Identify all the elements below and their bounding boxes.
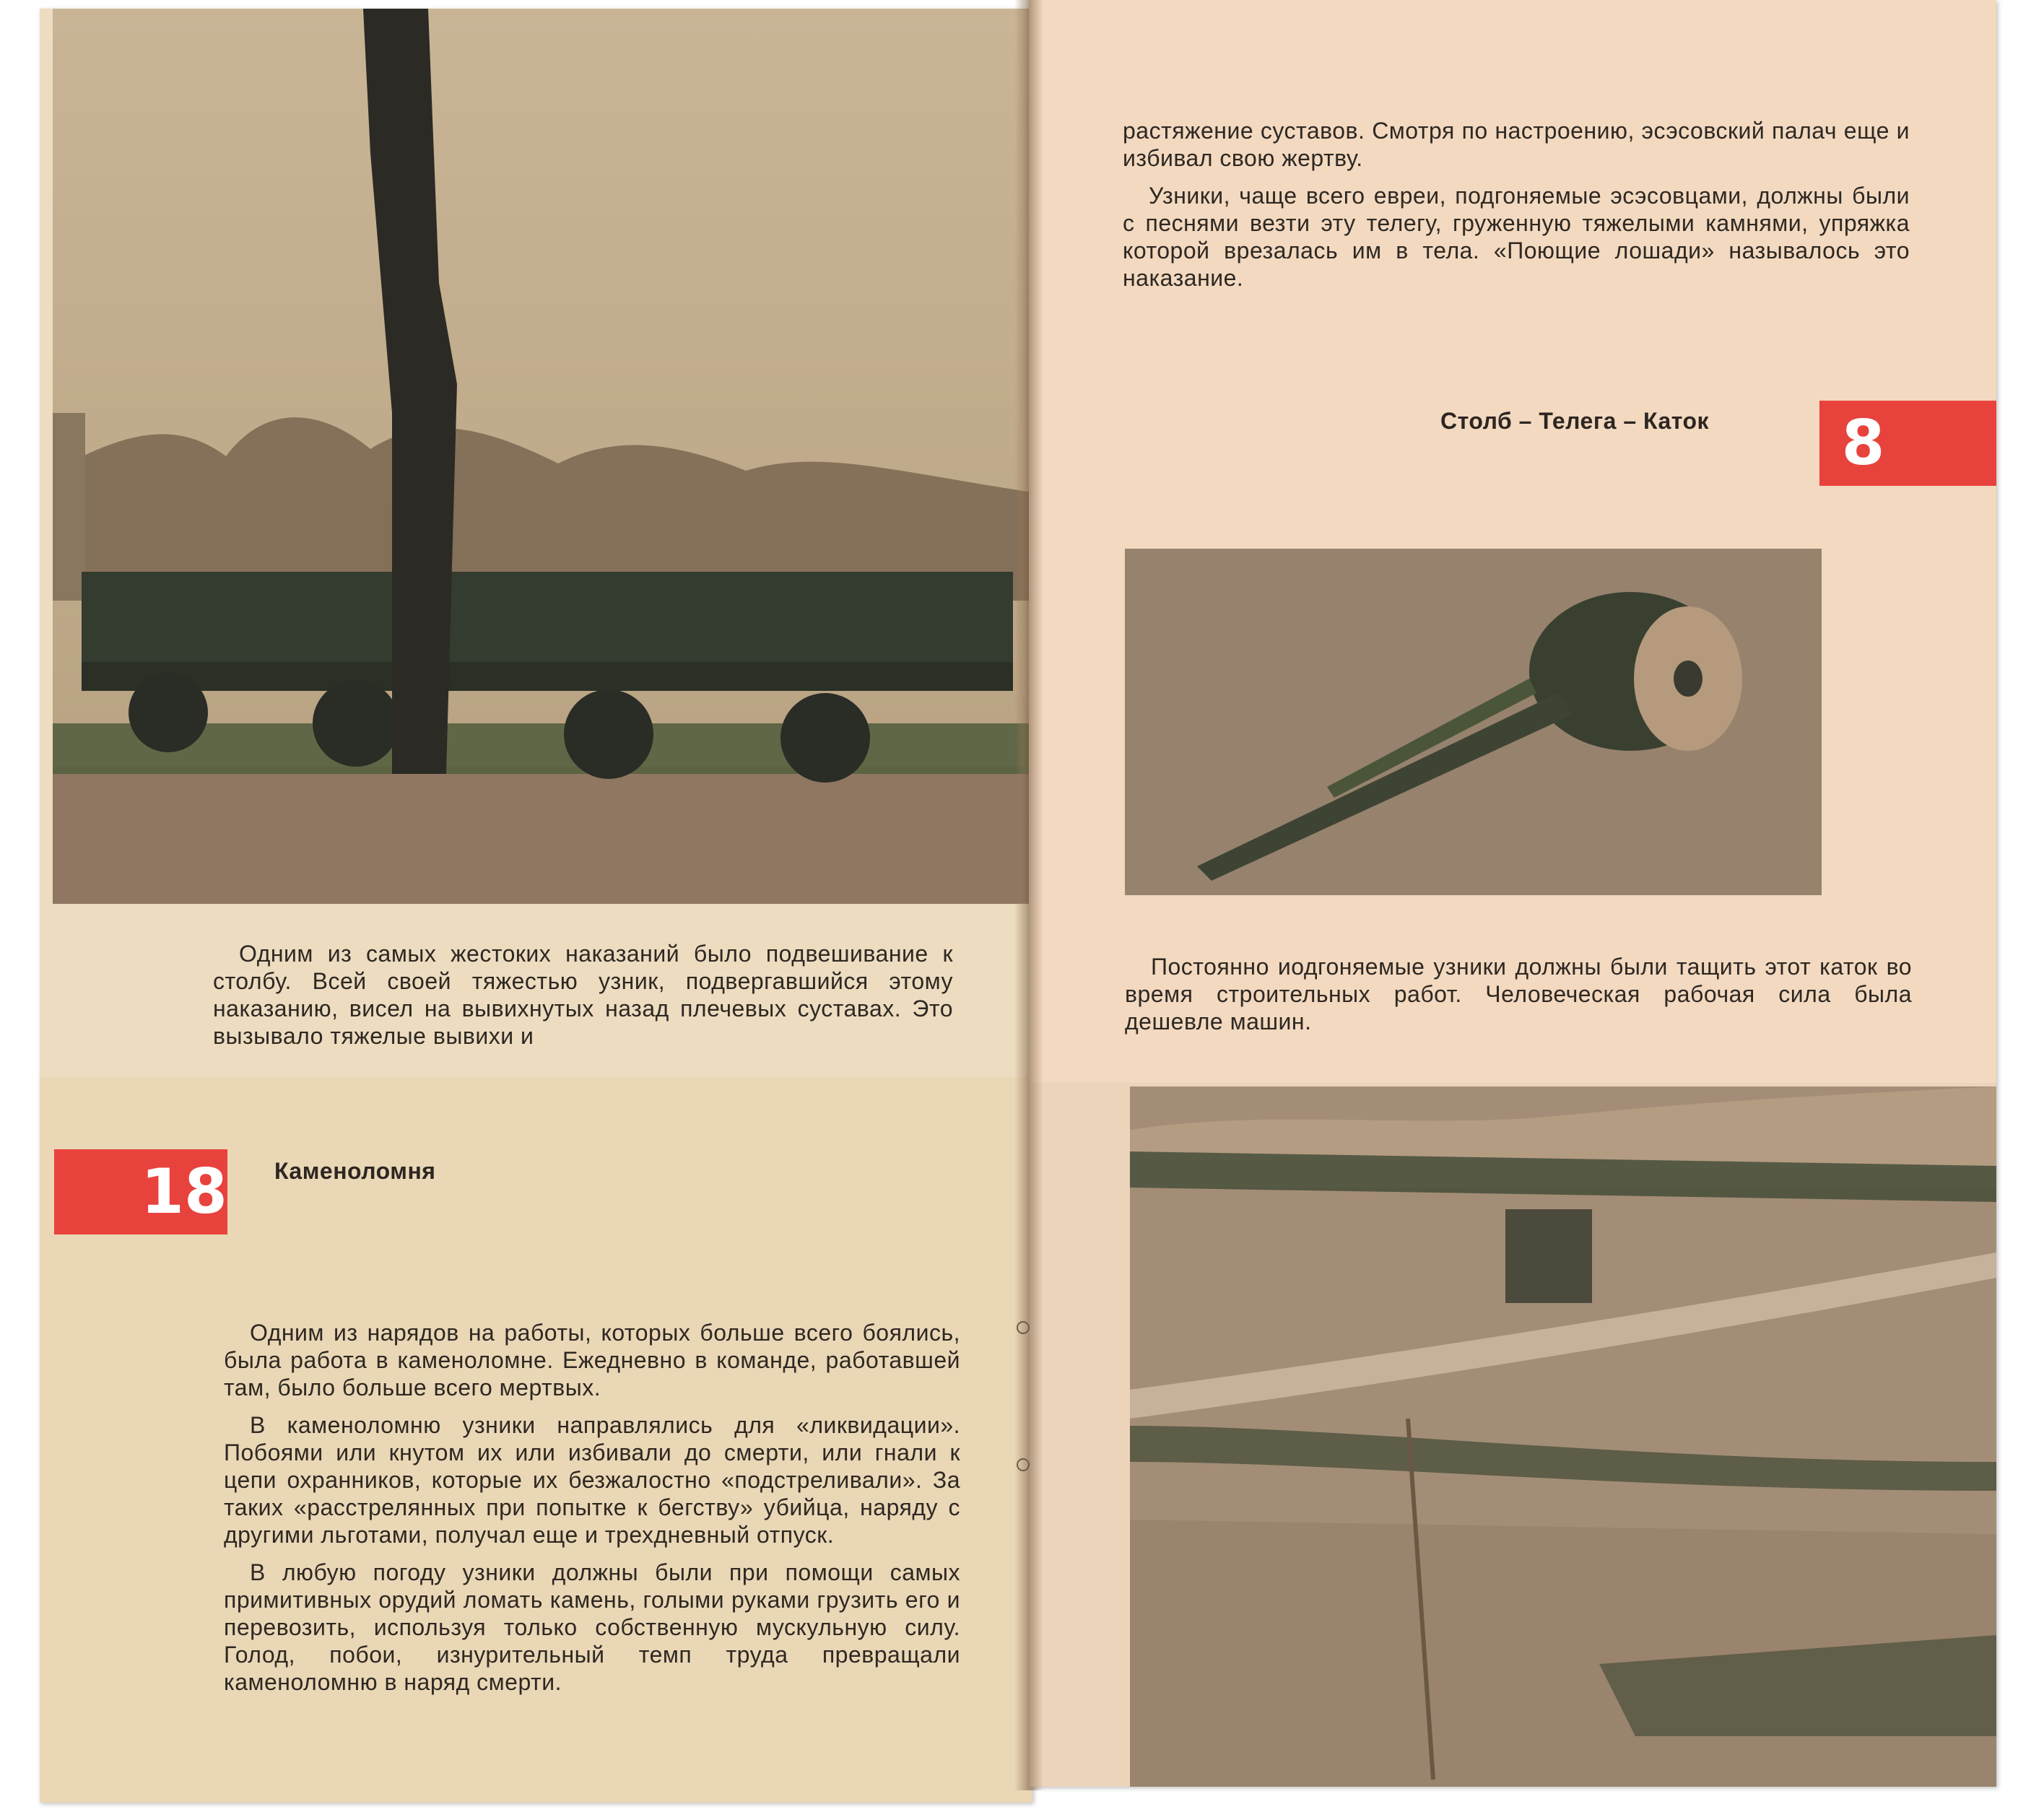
- caption-roller-paragraph: Постоянно иодгоняемые узники должны были тащить этот каток во время строительных работ. Человеческая рабочая сила была дешевле машин.: [1125, 954, 1912, 1035]
- photo-post-and-wagon: [53, 9, 1032, 904]
- book-spine-fold: [1014, 0, 1043, 1790]
- right-page: [1029, 0, 1996, 1787]
- quarry-paragraph-3: В любую погоду узники должны были при помощи самых примитивных орудий ломать камень, голыми руками грузить его и перевозить, используя только собственную мускульную силу. Голод, побои, изнурительный темп труда превращали каменоломню в наряд смерти.: [224, 1559, 960, 1695]
- section-title-post-wagon-roller: Столб – Телега – Каток: [1440, 408, 1710, 434]
- wagon-text: [1123, 117, 1910, 302]
- caption-post-paragraph: Одним из самых жестоких наказаний было подвешивание к столбу. Всей своей тяжестью узник, подвергавшийся этому наказанию, висел на вывихнутых назад плечевых суставах. Это вызывало тяжелые вывихи и: [213, 941, 953, 1049]
- photo-quarry-landscape: [1130, 1086, 1996, 1787]
- quarry-text: [224, 1319, 960, 1706]
- section-number-18: 18: [141, 1156, 227, 1228]
- section-title-quarry: Каменоломня: [274, 1158, 436, 1184]
- left-page: [40, 9, 1032, 1803]
- quarry-paragraph-1: Одним из нарядов на работы, которых больше всего боялись, была работа в каменоломне. Ежедневно в команде, работавшей там, было больше всего мертвых.: [224, 1320, 960, 1401]
- wagon-paragraph-2: Узники, чаще всего евреи, подгоняемые эсэсовцами, должны были с песнями везти эту телегу, груженную тяжелыми камнями, упряжка которой врезалась им в тела. «Поющие лошади» называлось это наказание.: [1123, 183, 1910, 291]
- section-badge-8: [1819, 401, 1996, 486]
- binding-stitch-2: [1017, 1458, 1030, 1471]
- quarry-paragraph-2: В каменоломню узники направлялись для «ликвидации». Побоями или кнутом их или избивали до смерти, или гнали к цепи охранников, которые их безжалостно «подстреливали». За таких «расстрелянных при попытке к бегству» убийца, наряду с другими льготами, получал еще и трехдневный отпуск.: [224, 1412, 960, 1548]
- caption-roller: [1125, 953, 1912, 1045]
- section-badge-18: [54, 1149, 227, 1234]
- binding-stitch-1: [1017, 1321, 1030, 1334]
- photo-roller: [1125, 549, 1822, 895]
- section-number-8: 8: [1841, 407, 1885, 479]
- wagon-paragraph-1: растяжение суставов. Смотря по настроению, эсэсовский палач еще и избивал свою жертву.: [1123, 118, 1910, 171]
- caption-post-punishment: [213, 940, 953, 1060]
